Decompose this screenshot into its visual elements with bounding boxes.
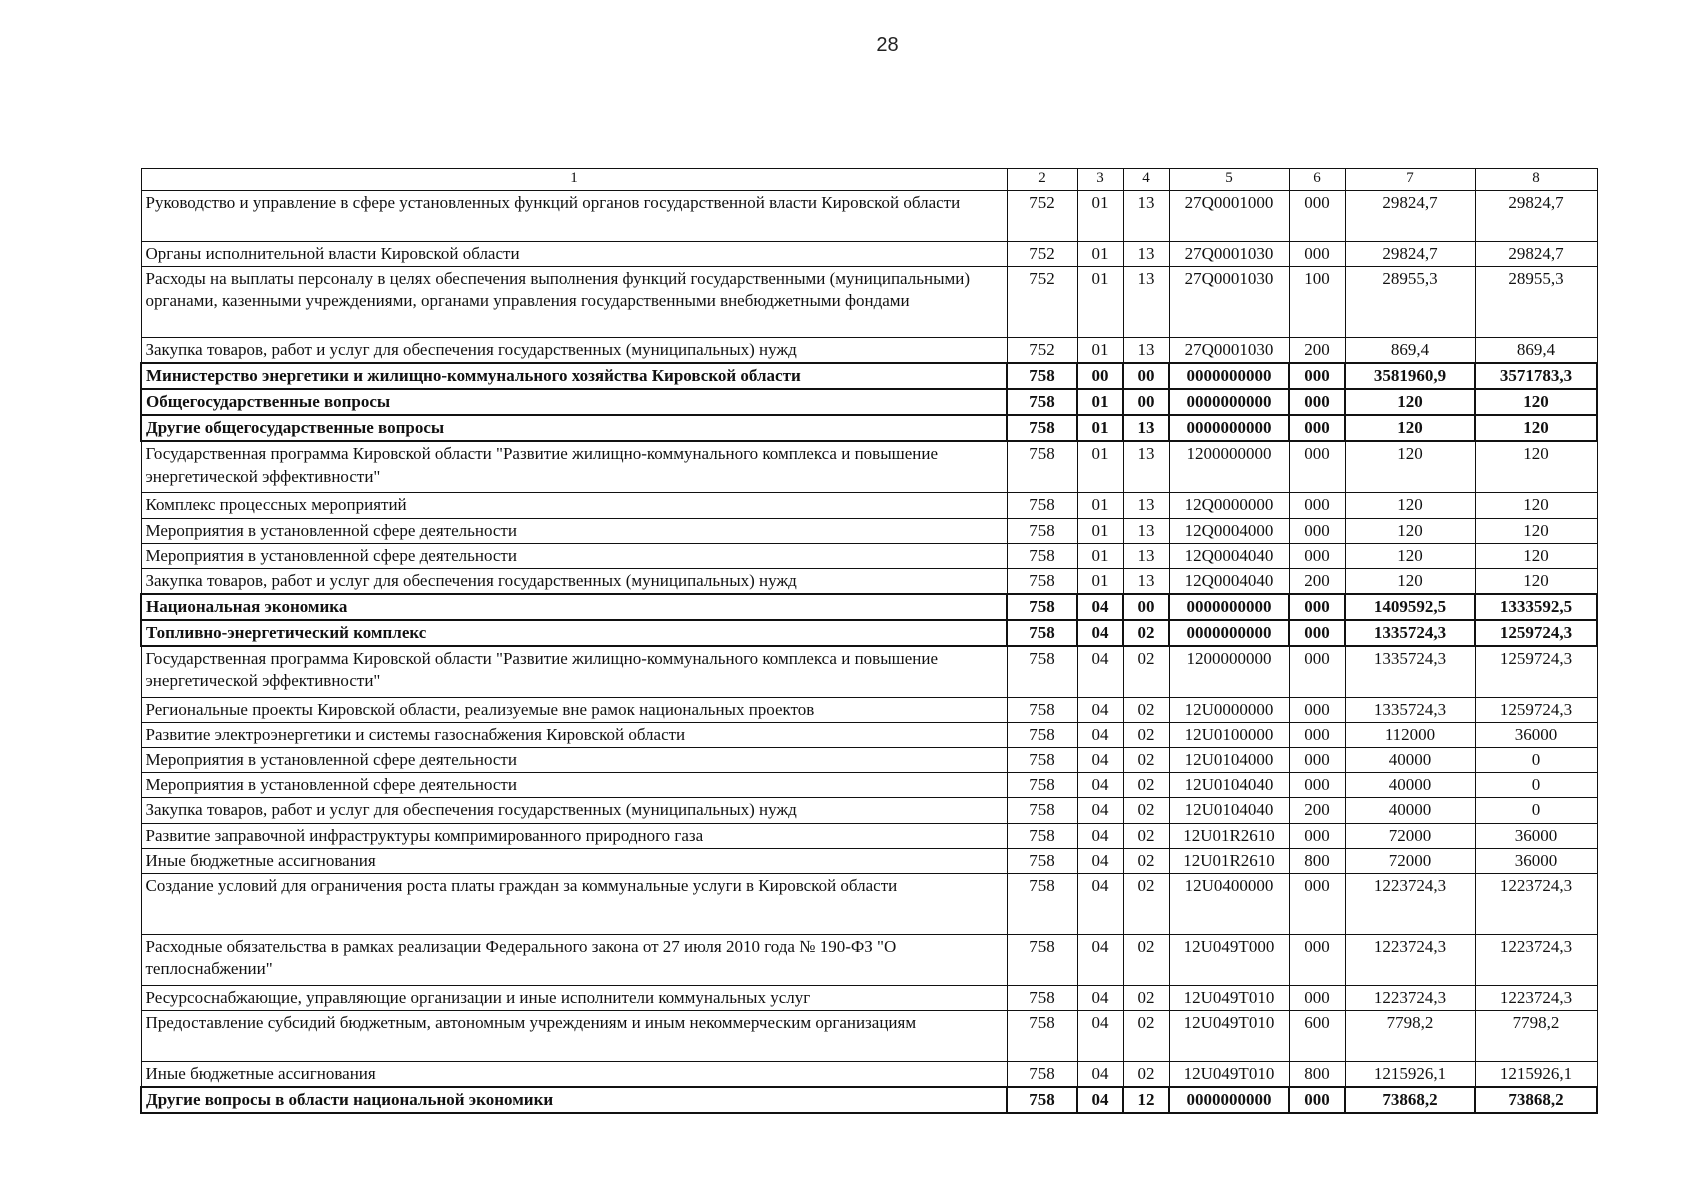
column-header: 2	[1007, 169, 1077, 191]
amount-year2-cell: 120	[1475, 389, 1597, 415]
amount-year2-cell: 3571783,3	[1475, 363, 1597, 389]
row-name-cell: Расходы на выплаты персоналу в целях обеспечения выполнения функций государственными (муниципальными) органами, казенными учреждениями, органами управления государственными внебюджетными фондами	[141, 267, 1007, 338]
row-name-cell: Развитие электроэнергетики и системы газоснабжения Кировской области	[141, 723, 1007, 748]
expense-type-cell: 000	[1289, 493, 1345, 518]
amount-year2-cell: 28955,3	[1475, 267, 1597, 338]
expense-type-cell: 000	[1289, 823, 1345, 848]
section-code-cell: 04	[1077, 1010, 1123, 1061]
amount-year1-cell: 1335724,3	[1345, 620, 1475, 646]
column-header: 4	[1123, 169, 1169, 191]
section-code-cell: 01	[1077, 543, 1123, 568]
amount-year2-cell: 1259724,3	[1475, 698, 1597, 723]
subsection-code-cell: 13	[1123, 441, 1169, 493]
amount-year1-cell: 7798,2	[1345, 1010, 1475, 1061]
expense-type-cell: 000	[1289, 389, 1345, 415]
row-name-cell: Предоставление субсидий бюджетным, автономным учреждениям и иным некоммерческим организациям	[141, 1010, 1007, 1061]
row-name-cell: Руководство и управление в сфере установленных функций органов государственной власти Кировской области	[141, 191, 1007, 242]
target-article-cell: 12Q0004040	[1169, 568, 1289, 594]
amount-year2-cell: 1215926,1	[1475, 1061, 1597, 1087]
target-article-cell: 1200000000	[1169, 646, 1289, 698]
table-row	[141, 518, 1597, 543]
expense-type-cell: 000	[1289, 191, 1345, 242]
table-body	[141, 191, 1597, 1113]
target-article-cell: 27Q0001030	[1169, 242, 1289, 267]
chapter-code-cell: 758	[1007, 848, 1077, 873]
expense-type-cell: 800	[1289, 1061, 1345, 1087]
target-article-cell: 0000000000	[1169, 389, 1289, 415]
amount-year2-cell: 0	[1475, 748, 1597, 773]
amount-year1-cell: 120	[1345, 543, 1475, 568]
row-name-cell: Топливно-энергетический комплекс	[141, 620, 1007, 646]
chapter-code-cell: 758	[1007, 985, 1077, 1010]
expense-type-cell: 600	[1289, 1010, 1345, 1061]
amount-year1-cell: 28955,3	[1345, 267, 1475, 338]
row-name-cell: Мероприятия в установленной сфере деятельности	[141, 518, 1007, 543]
row-name-cell: Закупка товаров, работ и услуг для обеспечения государственных (муниципальных) нужд	[141, 338, 1007, 364]
table-row	[141, 620, 1597, 646]
table-row	[141, 1010, 1597, 1061]
expense-type-cell: 000	[1289, 1087, 1345, 1113]
amount-year1-cell: 1409592,5	[1345, 594, 1475, 620]
chapter-code-cell: 758	[1007, 1061, 1077, 1087]
row-name-cell: Государственная программа Кировской области "Развитие жилищно-коммунального комплекса и повышение энергетической эффективности"	[141, 646, 1007, 698]
target-article-cell: 12U0104040	[1169, 773, 1289, 798]
subsection-code-cell: 13	[1123, 242, 1169, 267]
target-article-cell: 12U01R2610	[1169, 848, 1289, 873]
amount-year1-cell: 40000	[1345, 748, 1475, 773]
section-code-cell: 01	[1077, 568, 1123, 594]
amount-year2-cell: 73868,2	[1475, 1087, 1597, 1113]
amount-year1-cell: 72000	[1345, 823, 1475, 848]
chapter-code-cell: 758	[1007, 723, 1077, 748]
section-code-cell: 01	[1077, 191, 1123, 242]
subsection-code-cell: 02	[1123, 873, 1169, 934]
section-code-cell: 04	[1077, 748, 1123, 773]
row-name-cell: Мероприятия в установленной сфере деятельности	[141, 543, 1007, 568]
table-row	[141, 773, 1597, 798]
target-article-cell: 12U049T000	[1169, 934, 1289, 985]
expense-type-cell: 000	[1289, 698, 1345, 723]
expense-type-cell: 000	[1289, 723, 1345, 748]
row-name-cell: Иные бюджетные ассигнования	[141, 1061, 1007, 1087]
amount-year1-cell: 40000	[1345, 773, 1475, 798]
expense-type-cell: 000	[1289, 985, 1345, 1010]
target-article-cell: 0000000000	[1169, 363, 1289, 389]
subsection-code-cell: 02	[1123, 848, 1169, 873]
subsection-code-cell: 00	[1123, 363, 1169, 389]
section-code-cell: 01	[1077, 493, 1123, 518]
target-article-cell: 12U0400000	[1169, 873, 1289, 934]
target-article-cell: 0000000000	[1169, 620, 1289, 646]
target-article-cell: 12Q0000000	[1169, 493, 1289, 518]
section-code-cell: 04	[1077, 798, 1123, 823]
table-row	[141, 748, 1597, 773]
amount-year1-cell: 1223724,3	[1345, 934, 1475, 985]
expense-type-cell: 200	[1289, 338, 1345, 364]
row-name-cell: Общегосударственные вопросы	[141, 389, 1007, 415]
subsection-code-cell: 13	[1123, 415, 1169, 441]
subsection-code-cell: 13	[1123, 543, 1169, 568]
amount-year2-cell: 1259724,3	[1475, 646, 1597, 698]
expense-type-cell: 000	[1289, 415, 1345, 441]
section-code-cell: 04	[1077, 1061, 1123, 1087]
expense-type-cell: 000	[1289, 594, 1345, 620]
subsection-code-cell: 02	[1123, 773, 1169, 798]
row-name-cell: Закупка товаров, работ и услуг для обеспечения государственных (муниципальных) нужд	[141, 568, 1007, 594]
table-row	[141, 389, 1597, 415]
chapter-code-cell: 758	[1007, 363, 1077, 389]
chapter-code-cell: 758	[1007, 823, 1077, 848]
amount-year2-cell: 1259724,3	[1475, 620, 1597, 646]
section-code-cell: 04	[1077, 773, 1123, 798]
subsection-code-cell: 02	[1123, 823, 1169, 848]
chapter-code-cell: 758	[1007, 493, 1077, 518]
target-article-cell: 27Q0001030	[1169, 338, 1289, 364]
table-row	[141, 848, 1597, 873]
row-name-cell: Развитие заправочной инфраструктуры компримированного природного газа	[141, 823, 1007, 848]
column-header: 5	[1169, 169, 1289, 191]
amount-year1-cell: 1215926,1	[1345, 1061, 1475, 1087]
section-code-cell: 01	[1077, 441, 1123, 493]
amount-year1-cell: 120	[1345, 441, 1475, 493]
expense-type-cell: 000	[1289, 543, 1345, 568]
section-code-cell: 04	[1077, 873, 1123, 934]
amount-year2-cell: 120	[1475, 518, 1597, 543]
subsection-code-cell: 02	[1123, 698, 1169, 723]
expense-type-cell: 000	[1289, 441, 1345, 493]
amount-year1-cell: 1335724,3	[1345, 646, 1475, 698]
amount-year1-cell: 869,4	[1345, 338, 1475, 364]
column-header: 6	[1289, 169, 1345, 191]
chapter-code-cell: 752	[1007, 242, 1077, 267]
chapter-code-cell: 758	[1007, 389, 1077, 415]
subsection-code-cell: 13	[1123, 518, 1169, 543]
row-name-cell: Расходные обязательства в рамках реализации Федерального закона от 27 июля 2010 года № 190-ФЗ "О теплоснабжении"	[141, 934, 1007, 985]
table-row	[141, 363, 1597, 389]
expense-type-cell: 100	[1289, 267, 1345, 338]
target-article-cell: 12U0100000	[1169, 723, 1289, 748]
target-article-cell: 1200000000	[1169, 441, 1289, 493]
row-name-cell: Закупка товаров, работ и услуг для обеспечения государственных (муниципальных) нужд	[141, 798, 1007, 823]
row-name-cell: Создание условий для ограничения роста платы граждан за коммунальные услуги в Кировской области	[141, 873, 1007, 934]
target-article-cell: 27Q0001030	[1169, 267, 1289, 338]
target-article-cell: 0000000000	[1169, 415, 1289, 441]
chapter-code-cell: 758	[1007, 518, 1077, 543]
subsection-code-cell: 13	[1123, 568, 1169, 594]
amount-year1-cell: 40000	[1345, 798, 1475, 823]
column-header: 7	[1345, 169, 1475, 191]
target-article-cell: 12U049T010	[1169, 985, 1289, 1010]
amount-year1-cell: 120	[1345, 568, 1475, 594]
table-row	[141, 798, 1597, 823]
amount-year1-cell: 120	[1345, 518, 1475, 543]
chapter-code-cell: 758	[1007, 873, 1077, 934]
amount-year1-cell: 120	[1345, 493, 1475, 518]
target-article-cell: 12U049T010	[1169, 1061, 1289, 1087]
section-code-cell: 04	[1077, 823, 1123, 848]
chapter-code-cell: 758	[1007, 773, 1077, 798]
table-row	[141, 338, 1597, 364]
section-code-cell: 04	[1077, 1087, 1123, 1113]
row-name-cell: Мероприятия в установленной сфере деятельности	[141, 773, 1007, 798]
expense-type-cell: 000	[1289, 873, 1345, 934]
expense-type-cell: 200	[1289, 798, 1345, 823]
row-name-cell: Другие вопросы в области национальной экономики	[141, 1087, 1007, 1113]
amount-year1-cell: 1335724,3	[1345, 698, 1475, 723]
subsection-code-cell: 02	[1123, 934, 1169, 985]
chapter-code-cell: 758	[1007, 620, 1077, 646]
subsection-code-cell: 00	[1123, 594, 1169, 620]
subsection-code-cell: 13	[1123, 493, 1169, 518]
chapter-code-cell: 758	[1007, 798, 1077, 823]
subsection-code-cell: 02	[1123, 646, 1169, 698]
amount-year2-cell: 1333592,5	[1475, 594, 1597, 620]
row-name-cell: Национальная экономика	[141, 594, 1007, 620]
chapter-code-cell: 752	[1007, 191, 1077, 242]
table-row	[141, 1061, 1597, 1087]
amount-year1-cell: 73868,2	[1345, 1087, 1475, 1113]
column-header: 8	[1475, 169, 1597, 191]
section-code-cell: 01	[1077, 518, 1123, 543]
amount-year2-cell: 0	[1475, 798, 1597, 823]
amount-year2-cell: 7798,2	[1475, 1010, 1597, 1061]
header-row	[141, 169, 1597, 191]
amount-year2-cell: 1223724,3	[1475, 934, 1597, 985]
table-row	[141, 985, 1597, 1010]
table-row	[141, 242, 1597, 267]
subsection-code-cell: 13	[1123, 267, 1169, 338]
column-header: 1	[141, 169, 1007, 191]
section-code-cell: 01	[1077, 338, 1123, 364]
target-article-cell: 12U0104000	[1169, 748, 1289, 773]
table-row	[141, 543, 1597, 568]
table-row	[141, 646, 1597, 698]
table-row	[141, 823, 1597, 848]
section-code-cell: 04	[1077, 620, 1123, 646]
row-name-cell: Органы исполнительной власти Кировской области	[141, 242, 1007, 267]
subsection-code-cell: 02	[1123, 985, 1169, 1010]
section-code-cell: 01	[1077, 267, 1123, 338]
row-name-cell: Иные бюджетные ассигнования	[141, 848, 1007, 873]
amount-year2-cell: 1223724,3	[1475, 873, 1597, 934]
column-header: 3	[1077, 169, 1123, 191]
table-row	[141, 698, 1597, 723]
amount-year2-cell: 29824,7	[1475, 191, 1597, 242]
target-article-cell: 12Q0004040	[1169, 543, 1289, 568]
section-code-cell: 01	[1077, 389, 1123, 415]
section-code-cell: 04	[1077, 698, 1123, 723]
row-name-cell: Комплекс процессных мероприятий	[141, 493, 1007, 518]
amount-year2-cell: 29824,7	[1475, 242, 1597, 267]
table-row	[141, 493, 1597, 518]
chapter-code-cell: 758	[1007, 698, 1077, 723]
row-name-cell: Региональные проекты Кировской области, реализуемые вне рамок национальных проектов	[141, 698, 1007, 723]
chapter-code-cell: 758	[1007, 1087, 1077, 1113]
page-number: 28	[876, 34, 899, 56]
amount-year1-cell: 29824,7	[1345, 191, 1475, 242]
subsection-code-cell: 13	[1123, 338, 1169, 364]
table-row	[141, 191, 1597, 242]
expense-type-cell: 200	[1289, 568, 1345, 594]
amount-year2-cell: 120	[1475, 415, 1597, 441]
amount-year1-cell: 1223724,3	[1345, 873, 1475, 934]
target-article-cell: 12U0104040	[1169, 798, 1289, 823]
target-article-cell: 12Q0004000	[1169, 518, 1289, 543]
amount-year2-cell: 36000	[1475, 848, 1597, 873]
chapter-code-cell: 758	[1007, 568, 1077, 594]
subsection-code-cell: 13	[1123, 191, 1169, 242]
target-article-cell: 27Q0001000	[1169, 191, 1289, 242]
chapter-code-cell: 758	[1007, 934, 1077, 985]
chapter-code-cell: 758	[1007, 1010, 1077, 1061]
subsection-code-cell: 02	[1123, 1061, 1169, 1087]
expense-type-cell: 000	[1289, 748, 1345, 773]
section-code-cell: 00	[1077, 363, 1123, 389]
expense-type-cell: 000	[1289, 620, 1345, 646]
section-code-cell: 01	[1077, 415, 1123, 441]
amount-year1-cell: 112000	[1345, 723, 1475, 748]
amount-year2-cell: 0	[1475, 773, 1597, 798]
table-row	[141, 594, 1597, 620]
chapter-code-cell: 758	[1007, 748, 1077, 773]
table-row	[141, 723, 1597, 748]
subsection-code-cell: 12	[1123, 1087, 1169, 1113]
expense-type-cell: 000	[1289, 518, 1345, 543]
expense-type-cell: 000	[1289, 773, 1345, 798]
amount-year1-cell: 120	[1345, 415, 1475, 441]
row-name-cell: Мероприятия в установленной сфере деятельности	[141, 748, 1007, 773]
amount-year1-cell: 29824,7	[1345, 242, 1475, 267]
section-code-cell: 04	[1077, 723, 1123, 748]
chapter-code-cell: 758	[1007, 441, 1077, 493]
amount-year2-cell: 120	[1475, 568, 1597, 594]
row-name-cell: Министерство энергетики и жилищно-коммунального хозяйства Кировской области	[141, 363, 1007, 389]
subsection-code-cell: 02	[1123, 620, 1169, 646]
table-row	[141, 441, 1597, 493]
amount-year1-cell: 120	[1345, 389, 1475, 415]
expense-type-cell: 000	[1289, 934, 1345, 985]
amount-year2-cell: 36000	[1475, 723, 1597, 748]
section-code-cell: 04	[1077, 646, 1123, 698]
subsection-code-cell: 00	[1123, 389, 1169, 415]
table-row	[141, 267, 1597, 338]
table-row	[141, 1087, 1597, 1113]
amount-year2-cell: 120	[1475, 493, 1597, 518]
amount-year2-cell: 36000	[1475, 823, 1597, 848]
subsection-code-cell: 02	[1123, 1010, 1169, 1061]
row-name-cell: Государственная программа Кировской области "Развитие жилищно-коммунального комплекса и повышение энергетической эффективности"	[141, 441, 1007, 493]
subsection-code-cell: 02	[1123, 723, 1169, 748]
budget-table	[140, 168, 1598, 1114]
amount-year1-cell: 3581960,9	[1345, 363, 1475, 389]
target-article-cell: 0000000000	[1169, 594, 1289, 620]
chapter-code-cell: 758	[1007, 594, 1077, 620]
amount-year2-cell: 1223724,3	[1475, 985, 1597, 1010]
section-code-cell: 04	[1077, 594, 1123, 620]
amount-year2-cell: 120	[1475, 543, 1597, 568]
expense-type-cell: 000	[1289, 363, 1345, 389]
row-name-cell: Ресурсоснабжающие, управляющие организации и иные исполнители коммунальных услуг	[141, 985, 1007, 1010]
chapter-code-cell: 758	[1007, 646, 1077, 698]
section-code-cell: 04	[1077, 934, 1123, 985]
section-code-cell: 04	[1077, 848, 1123, 873]
target-article-cell: 12U01R2610	[1169, 823, 1289, 848]
chapter-code-cell: 752	[1007, 338, 1077, 364]
table-row	[141, 415, 1597, 441]
table-row	[141, 873, 1597, 934]
table-row	[141, 934, 1597, 985]
section-code-cell: 04	[1077, 985, 1123, 1010]
expense-type-cell: 000	[1289, 242, 1345, 267]
amount-year2-cell: 120	[1475, 441, 1597, 493]
expense-type-cell: 000	[1289, 646, 1345, 698]
chapter-code-cell: 752	[1007, 267, 1077, 338]
subsection-code-cell: 02	[1123, 748, 1169, 773]
target-article-cell: 12U0000000	[1169, 698, 1289, 723]
chapter-code-cell: 758	[1007, 415, 1077, 441]
amount-year2-cell: 869,4	[1475, 338, 1597, 364]
target-article-cell: 0000000000	[1169, 1087, 1289, 1113]
row-name-cell: Другие общегосударственные вопросы	[141, 415, 1007, 441]
subsection-code-cell: 02	[1123, 798, 1169, 823]
table-row	[141, 568, 1597, 594]
amount-year1-cell: 72000	[1345, 848, 1475, 873]
section-code-cell: 01	[1077, 242, 1123, 267]
chapter-code-cell: 758	[1007, 543, 1077, 568]
expense-type-cell: 800	[1289, 848, 1345, 873]
amount-year1-cell: 1223724,3	[1345, 985, 1475, 1010]
target-article-cell: 12U049T010	[1169, 1010, 1289, 1061]
